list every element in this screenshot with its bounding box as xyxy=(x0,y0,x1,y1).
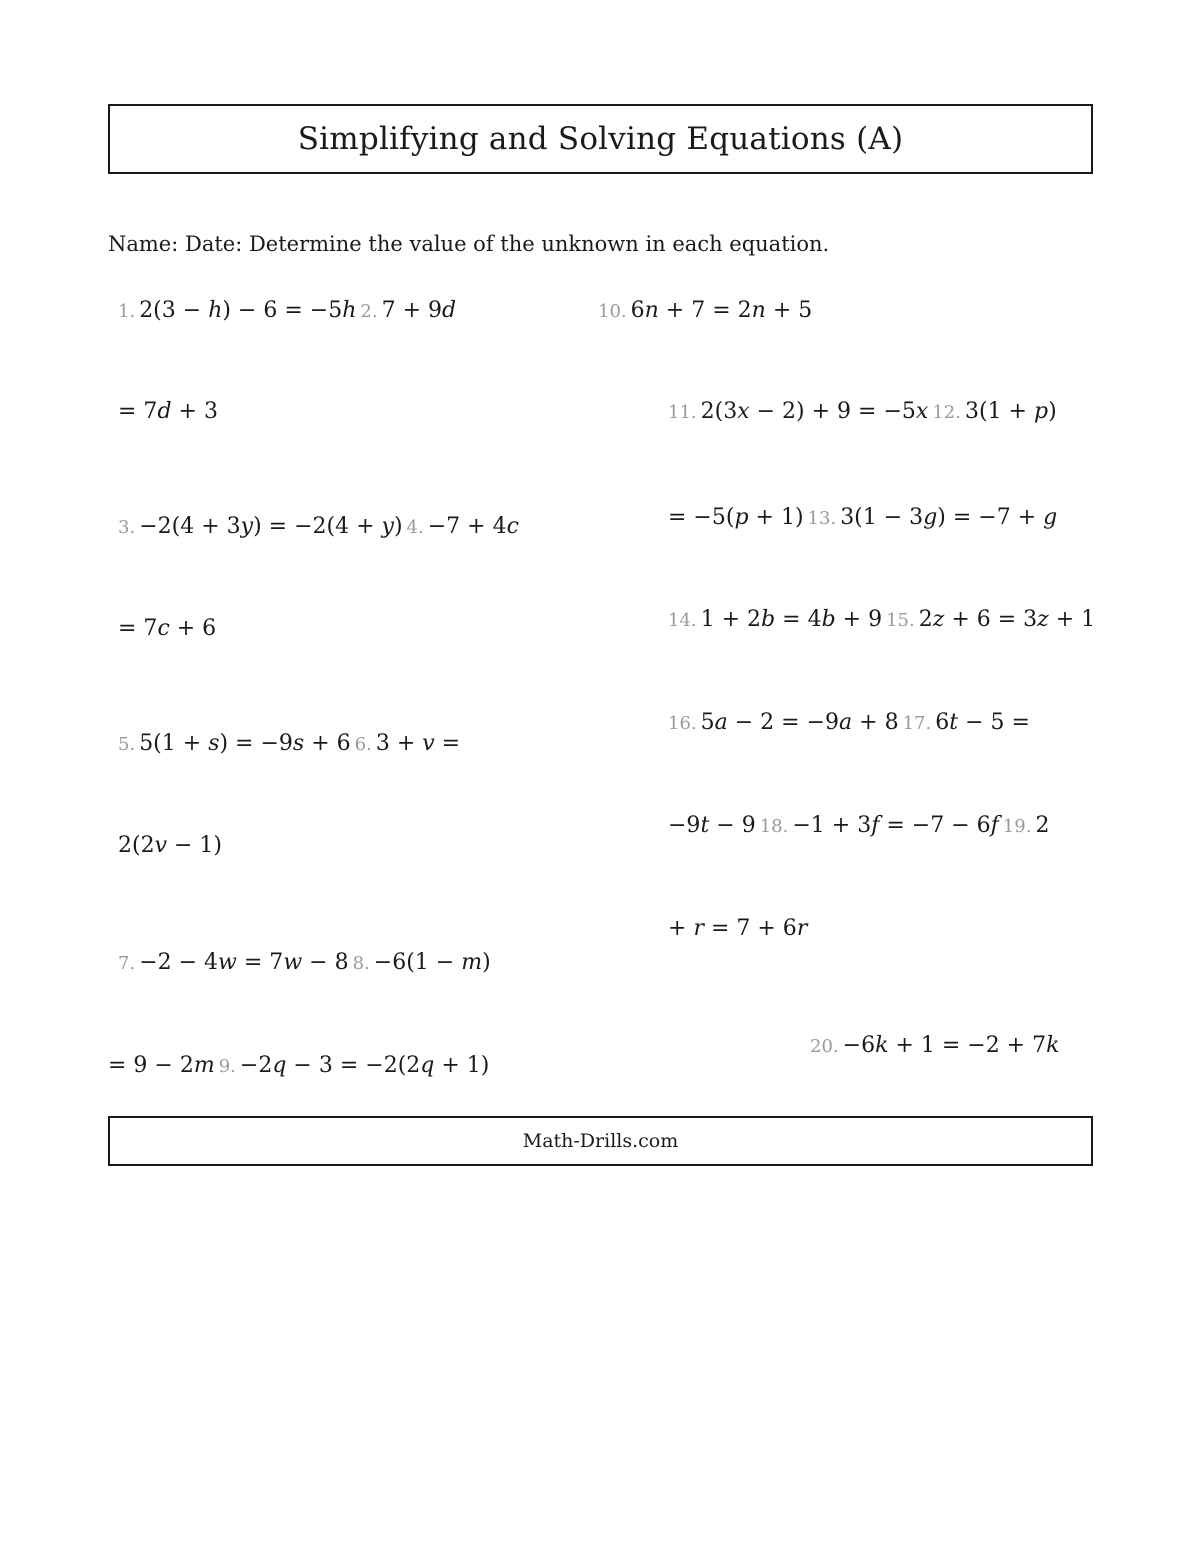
problem-number: 16. xyxy=(668,713,697,734)
equation-line xyxy=(598,296,812,327)
variable: p xyxy=(734,505,749,530)
equation-text: − 2) + 9 = −5 xyxy=(749,399,916,424)
equation-line xyxy=(118,397,218,427)
equation-text: −2(4 + 3 xyxy=(139,514,241,539)
equation-text: = −7 − 6 xyxy=(879,813,991,838)
variable: q xyxy=(272,1053,287,1078)
variable: q xyxy=(420,1053,435,1078)
equation-text: − 5 = xyxy=(958,710,1030,735)
equation-line xyxy=(668,605,1095,636)
problem-number: 2. xyxy=(360,301,378,322)
problem-number: 20. xyxy=(810,1036,839,1057)
variable: z xyxy=(1037,607,1049,632)
variable: h xyxy=(208,298,223,323)
variable: g xyxy=(923,505,938,530)
equation-text: 2 xyxy=(918,607,933,632)
variable: v xyxy=(422,731,435,756)
equation-line xyxy=(118,948,491,979)
equation-text: 6 xyxy=(630,298,645,323)
variable: r xyxy=(796,916,808,941)
equation-text: + 6 xyxy=(169,616,217,641)
problem-number: 15. xyxy=(886,610,915,631)
problem-number: 9. xyxy=(218,1056,236,1077)
equation-text: ) = −7 + xyxy=(937,505,1044,530)
equation-text: − 9 xyxy=(709,813,756,838)
equation-text: = −5( xyxy=(668,505,735,530)
equation-text: ) xyxy=(393,514,403,539)
equation-text: = 4 xyxy=(775,607,822,632)
equation-line xyxy=(118,831,222,861)
equation-text: 3(1 + xyxy=(964,399,1034,424)
page-title: Simplifying and Solving Equations (A) xyxy=(297,121,904,157)
equation-text: −2 − 4 xyxy=(139,950,219,975)
problem-number: 10. xyxy=(598,301,627,322)
equation-line xyxy=(668,708,1030,739)
equation-text: −1 + 3 xyxy=(792,813,872,838)
equation-text: − 2 = −9 xyxy=(727,710,840,735)
equation-text: − 3 = −2(2 xyxy=(286,1053,421,1078)
footer-text: Math-Drills.com xyxy=(522,1130,679,1152)
problem-number: 7. xyxy=(118,953,136,974)
equation-text: − 1) xyxy=(167,833,223,858)
equation-text: −6(1 − xyxy=(373,950,462,975)
equation-line xyxy=(668,503,1057,534)
variable: n xyxy=(644,298,659,323)
variable: c xyxy=(157,616,170,641)
equation-text: + 1 = −2 + 7 xyxy=(888,1033,1047,1058)
equation-text: 2(2 xyxy=(118,833,155,858)
equation-text: + 1 xyxy=(1048,607,1096,632)
variable: y xyxy=(240,514,254,539)
variable: k xyxy=(1046,1033,1060,1058)
variable: k xyxy=(875,1033,889,1058)
equation-text: ) − 6 = −5 xyxy=(222,298,343,323)
footer-box xyxy=(108,1116,1093,1166)
problem-number: 4. xyxy=(406,517,424,538)
problem-number: 18. xyxy=(759,816,789,837)
variable: t xyxy=(700,813,710,838)
equation-text: −6 xyxy=(842,1033,876,1058)
variable: b xyxy=(821,607,836,632)
equation-text: 3 + xyxy=(375,731,423,756)
variable: p xyxy=(1033,399,1049,424)
equation-text: + 8 xyxy=(852,710,899,735)
equation-text: + 5 xyxy=(765,298,813,323)
equation-text: + 3 xyxy=(171,399,218,424)
equation-text: 7 + 9 xyxy=(381,298,442,323)
equation-line xyxy=(810,1031,1059,1062)
equation-line xyxy=(668,914,807,944)
equation-text: −9 xyxy=(668,813,701,838)
problem-number: 17. xyxy=(902,713,932,734)
problem-number: 8. xyxy=(352,953,370,974)
equation-text: = 7 + 6 xyxy=(703,916,797,941)
variable: t xyxy=(949,710,959,735)
equation-text: + 6 = 3 xyxy=(944,607,1038,632)
problem-number: 6. xyxy=(354,734,372,755)
equation-text: + xyxy=(668,916,694,941)
equation-text: 5(1 + xyxy=(139,731,209,756)
equation-line xyxy=(118,729,460,760)
variable: x xyxy=(737,399,750,424)
equation-text: −2 xyxy=(239,1053,273,1078)
variable: n xyxy=(751,298,766,323)
problem-number: 3. xyxy=(118,517,136,538)
variable: m xyxy=(461,950,483,975)
equation-text: 1 + 2 xyxy=(700,607,762,632)
equation-text: = xyxy=(434,731,461,756)
variable: x xyxy=(915,399,929,424)
variable: y xyxy=(381,514,394,539)
variable: v xyxy=(154,833,168,858)
instructions: Name: Date: Determine the value of the unknown in each equation. xyxy=(108,232,830,256)
equation-text: + 9 xyxy=(835,607,883,632)
equation-text: 3(1 − 3 xyxy=(840,505,924,530)
equation-text: 5 xyxy=(700,710,715,735)
equation-text: 2 xyxy=(1035,813,1050,838)
title-box xyxy=(108,104,1093,174)
problem-number: 11. xyxy=(668,402,697,423)
equation-line xyxy=(118,296,456,327)
equation-text: + 1) xyxy=(434,1053,490,1078)
equation-text: − 8 xyxy=(302,950,349,975)
variable: a xyxy=(839,710,853,735)
variable: d xyxy=(157,399,172,424)
variable: w xyxy=(218,950,237,975)
equation-text: + 6 xyxy=(304,731,351,756)
equation-text: ) xyxy=(1048,399,1057,424)
variable: f xyxy=(871,813,880,838)
equation-text: = 7 xyxy=(236,950,284,975)
problem-number: 14. xyxy=(668,610,697,631)
variable: s xyxy=(292,731,305,756)
equation-line xyxy=(668,811,1049,842)
variable: a xyxy=(714,710,728,735)
equation-line xyxy=(118,614,216,644)
equation-line xyxy=(118,512,519,543)
variable: b xyxy=(761,607,776,632)
equation-text: 2(3 − xyxy=(139,298,209,323)
equation-text: + 1) xyxy=(748,505,804,530)
equation-text: = 7 xyxy=(118,616,158,641)
variable: s xyxy=(208,731,220,756)
equation-text: ) = −9 xyxy=(219,731,293,756)
problem-number: 12. xyxy=(932,402,961,423)
problem-number: 19. xyxy=(1002,816,1032,837)
equation-text: ) xyxy=(482,950,491,975)
equation-text: = 9 − 2 xyxy=(108,1053,194,1078)
variable: z xyxy=(932,607,945,632)
equation-text: 6 xyxy=(935,710,950,735)
variable: d xyxy=(442,298,457,323)
equation-text: 2(3 xyxy=(700,399,738,424)
problem-number: 13. xyxy=(807,508,837,529)
equation-text: + 7 = 2 xyxy=(658,298,752,323)
variable: c xyxy=(506,514,519,539)
problem-number: 5. xyxy=(118,734,136,755)
problem-number: 1. xyxy=(118,301,136,322)
variable: r xyxy=(693,916,704,941)
equation-text: −7 + 4 xyxy=(427,514,507,539)
variable: g xyxy=(1043,505,1058,530)
equation-line xyxy=(108,1051,489,1082)
equation-text: = 7 xyxy=(118,399,158,424)
variable: m xyxy=(193,1053,215,1078)
equation-line xyxy=(668,397,1057,428)
equation-text: ) = −2(4 + xyxy=(253,514,382,539)
variable: f xyxy=(990,813,999,838)
variable: h xyxy=(342,298,357,323)
variable: w xyxy=(283,950,303,975)
